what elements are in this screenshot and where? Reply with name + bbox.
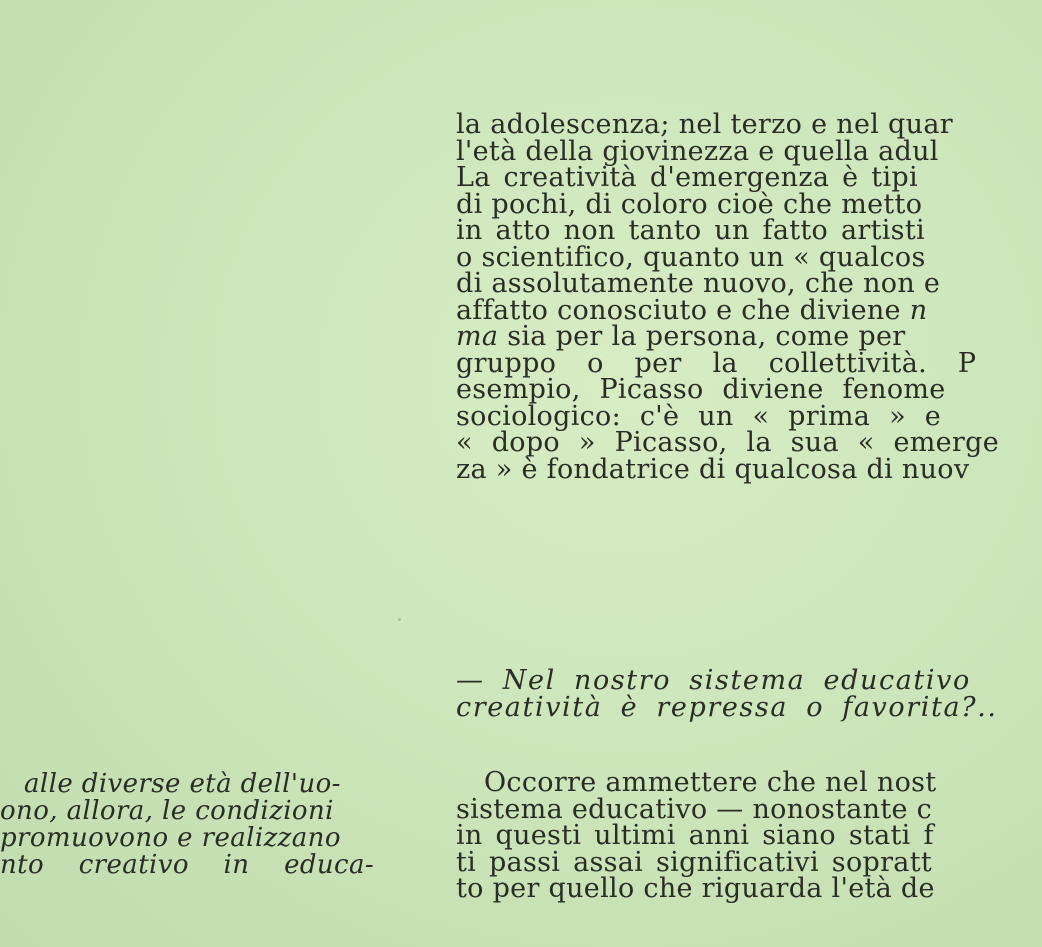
text-line: l'età della giovinezza e quella adul [456, 135, 939, 167]
text-line: za » è fondatrice di qualcosa di nuov [456, 453, 970, 485]
text-line: « dopo » Picasso, la sua « emerge [456, 427, 999, 458]
italic-word-fragment: n [909, 294, 928, 326]
interview-question [456, 665, 1042, 723]
left-text-line: promuovono e realizzano [0, 823, 341, 853]
text-line: di assolutamente nuovo, che non e [456, 268, 941, 299]
right-column-paragraph [456, 109, 1042, 485]
italic-word-fragment: ma [456, 321, 499, 352]
question-line: creatività è repressa o favorita?.. [456, 691, 998, 723]
answer-line: in questi ultimi anni siano stati f [456, 820, 934, 851]
text-line: La creatività d'emergenza è tipi [456, 162, 918, 193]
answer-line: sistema educativo — nonostante c [456, 793, 933, 825]
italic-fragment: affatto conosciuto e che diviene n [456, 294, 928, 326]
answer-line: Occorre ammettere che nel nost [484, 767, 937, 798]
paper-speck [398, 618, 401, 621]
text-line: sociologico: c'è un « prima » e [456, 400, 942, 432]
text-line: o scientifico, quanto un « qualcos [456, 241, 926, 273]
text-line: di pochi, di coloro cioè che metto [456, 188, 923, 220]
text-line: in atto non tanto un fatto artisti [456, 215, 925, 246]
text-line-with-italic-start [456, 321, 1042, 352]
italic-fragment: ma sia per la persona, come per [456, 321, 906, 352]
answer-line: ti passi assai significativi sopratt [456, 846, 933, 878]
text-line: la adolescenza; nel terzo e nel quar [456, 109, 953, 140]
question-line: — Nel nostro sistema educativo [456, 665, 971, 696]
left-text-line: ono, allora, le condizioni [0, 796, 334, 826]
left-text-line: nto creativo in educa- [0, 850, 375, 880]
left-text-line: alle diverse età dell'uo- [24, 769, 341, 799]
text-line: esempio, Picasso diviene fenome [456, 374, 946, 405]
interview-answer [456, 767, 1042, 904]
text-line: gruppo o per la collettività. P [456, 347, 977, 379]
left-column-italic-text [0, 771, 420, 879]
answer-line: to per quello che riguarda l'età de [456, 873, 935, 904]
